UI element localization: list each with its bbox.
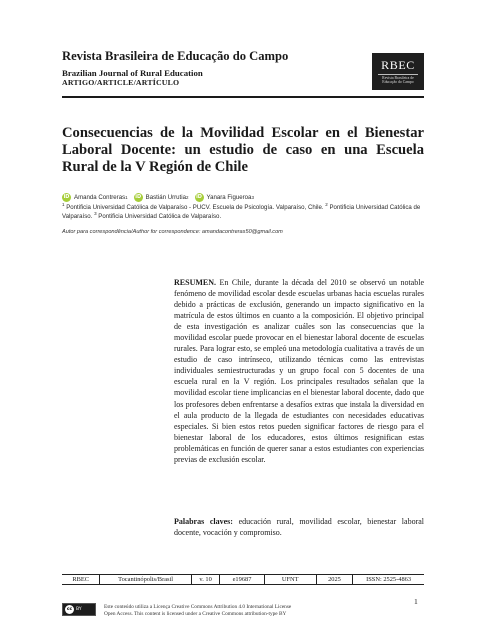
journal-logo xyxy=(372,53,424,90)
license-line-1: Este conteúdo utiliza a Licença Creative Commons Attribution 4.0 International License xyxy=(104,604,292,610)
journal-title: Revista Brasileira de Educação do Campo xyxy=(62,49,289,63)
cc-circle-icon: cc xyxy=(66,607,73,612)
keywords-text: educación rural, movilidad escolar, bienestar laboral docente, vocación y compromiso. xyxy=(174,517,425,538)
footer-cell-volume: v. 10 xyxy=(192,575,221,584)
footer-cell-location: Tocantinópolis/Brasil xyxy=(100,575,191,584)
author-1: iD Amanda Contreras 1 xyxy=(63,194,128,201)
affiliation-num-2: 2 xyxy=(325,201,328,207)
page-number: 1 xyxy=(414,597,418,606)
orcid-icon[interactable]: iD xyxy=(135,194,142,200)
footer-cell-publisher: UFNT xyxy=(265,575,317,584)
affiliations xyxy=(62,203,424,221)
affiliation-num-3: 3 xyxy=(94,210,97,216)
article-title: Consecuencias de la Movilidad Escolar en el Bienestar Laboral Docente: un estudio de caso en una Escuela Rural de la V Región de Chile xyxy=(62,125,424,175)
citation-table xyxy=(62,574,424,585)
abstract-text: En Chile, durante la década del 2010 se observó un notable fenómeno de movilidad escolar desde escuelas urbanas hacia escuelas rurales debido a prácticas de exclusión, generando un impacto significativo en la matrícula de estos últimos en cuanto a la composición. El objetivo principal de esta investigación es analizar cuáles son las consecuencias que la movilidad escolar puede provocar en el bienestar laboral docente de escuelas rurales. Para lograr esto, se empleó una metodología cualitativa a través de un estudio de caso intrínseco, utilizando técnicas como las entrevistas individuales semiestructuradas y un grupo focal con 5 docentes de una escuela rural en la V región. Los principales resultados señalan que la movilidad escolar tiene implicancias en el bienestar laboral docente, dado que los profesores deben enfrentarse a desafíos extras que instala la diversidad en el aula producto de la llegada de estudiantes con necesidades educativas especiales. Si bien estos retos pueden significar factores de riesgo para el bienestar laboral de los educadores, estos últimos resignifican estas problemáticas en función de querer sanar a estos estudiantes con experiencias previas de exclusión escolar. xyxy=(174,278,424,464)
footer-cell-article-id: e19687 xyxy=(220,575,264,584)
cc-by-label: BY xyxy=(76,607,82,612)
affiliation-3: Pontificia Universidad Católica de Valparaíso. xyxy=(98,213,222,220)
abstract xyxy=(174,277,424,465)
license-line-2: Open Access. This content is licensed under a Creative Commons attribution-type BY xyxy=(104,611,287,617)
logo-small-line-2: Educação do Campo xyxy=(382,80,414,84)
header-divider xyxy=(62,96,424,98)
orcid-icon[interactable]: iD xyxy=(63,194,70,200)
article-type: ARTIGO/ARTICLE/ARTÍCULO xyxy=(62,78,180,87)
author-block xyxy=(62,193,424,221)
author-name: Bastián Urrutia xyxy=(145,194,186,201)
affiliation-1: Pontificia Universidad Católica de Valparaíso - PUCV. Escuela de Psicología. Valparaíso, Chile. xyxy=(66,204,324,211)
logo-text: RBEC xyxy=(381,57,415,72)
affiliation-2: Pontificia Universidad Católica de Valparaíso. xyxy=(62,204,421,220)
footer-cell-journal: RBEC xyxy=(62,575,100,584)
footer-cell-issn: ISSN: 2525-4863 xyxy=(366,576,412,583)
orcid-icon[interactable]: iD xyxy=(196,194,202,200)
creative-commons-icon[interactable] xyxy=(62,603,96,616)
keywords xyxy=(174,516,424,538)
affiliation-num-1: 1 xyxy=(62,201,65,207)
license-text xyxy=(104,604,424,618)
footer-cell-year: 2025 xyxy=(317,575,353,584)
logo-small-line-1: Revista Brasileira de xyxy=(382,75,414,80)
correspondence-line[interactable]: Autor para correspondência/Author for correspondence: amandacontreras50@gmail.com xyxy=(62,229,283,235)
logo-divider xyxy=(378,74,418,75)
author-name: Amanda Contreras xyxy=(74,194,126,201)
author-2: iD Bastián Urrutia 2 xyxy=(135,194,189,201)
journal-subtitle: Brazilian Journal of Rural Education xyxy=(62,68,203,78)
author-3: iD Yanara Figueroa 3 xyxy=(196,194,254,201)
author-name: Yanara Figueroa xyxy=(206,194,252,201)
author-list xyxy=(62,193,424,202)
abstract-label: RESUMEN. xyxy=(174,278,217,287)
keywords-label: Palabras claves: xyxy=(174,517,233,526)
